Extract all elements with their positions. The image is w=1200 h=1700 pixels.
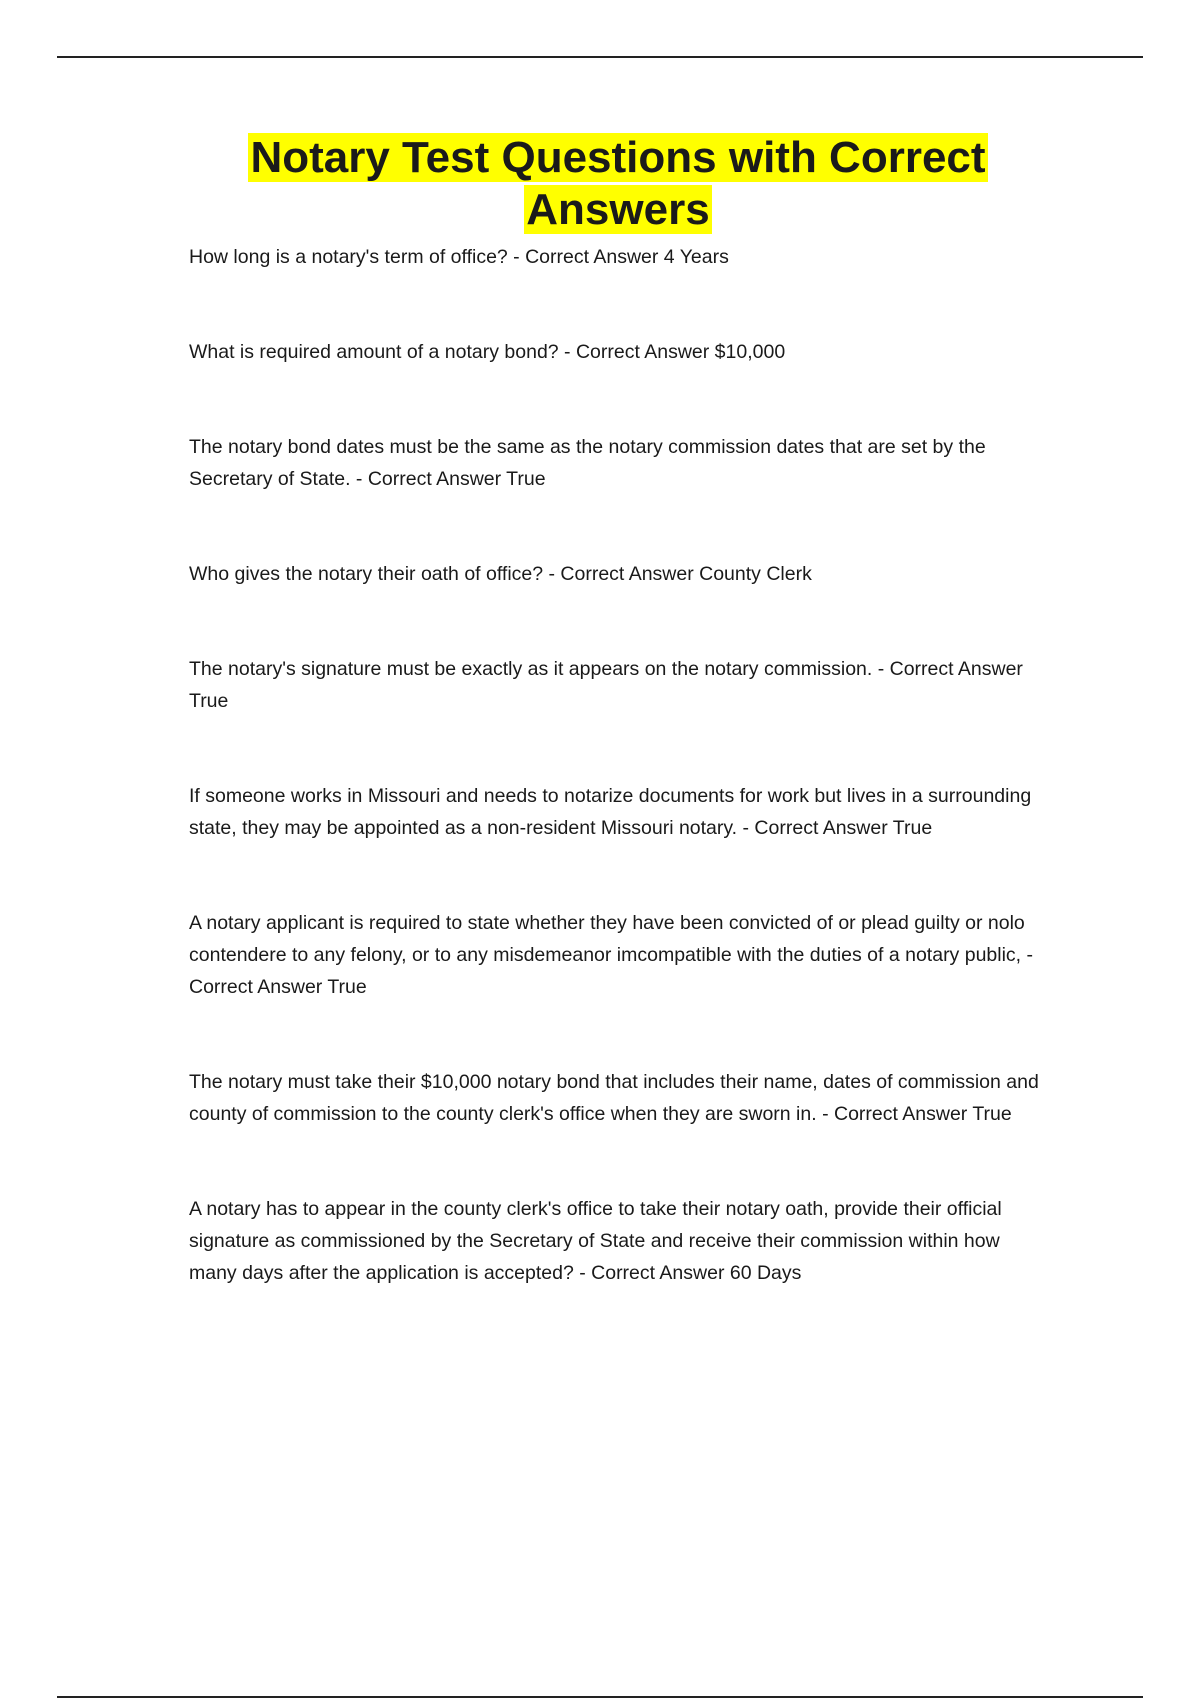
document-title: Notary Test Questions with Correct Answers [250,133,986,234]
question-list [189,241,1049,1352]
question-item-2: What is required amount of a notary bond? - Correct Answer $10,000 [189,341,786,363]
footer-rule [57,1696,1143,1698]
header-rule [57,56,1143,58]
question-item-9: A notary has to appear in the county clerk's office to take their notary oath, provide their official signature as commissioned by the Secretary of State and receive their commission within how many days after the application is accepted? - Correct Answer 60 Days [189,1198,1002,1284]
question-item-3: The notary bond dates must be the same as the notary commission dates that are set by the Secretary of State. - Correct Answer True [189,436,986,490]
title-block [190,132,1046,236]
question-item-8: The notary must take their $10,000 notary bond that includes their name, dates of commission and county of commission to the county clerk's office when they are sworn in. - Correct Answer True [189,1071,1039,1125]
question-item-4: Who gives the notary their oath of office? - Correct Answer County Clerk [189,563,812,585]
question-item-5: The notary's signature must be exactly as it appears on the notary commission. - Correct Answer True [189,658,1023,712]
question-item-6: If someone works in Missouri and needs to notarize documents for work but lives in a surrounding state, they may be appointed as a non-resident Missouri notary. - Correct Answer True [189,785,1032,839]
question-item-1: How long is a notary's term of office? - Correct Answer 4 Years [189,246,729,268]
question-item-7: A notary applicant is required to state whether they have been convicted of or plead guilty or nolo contendere to any felony, or to any misdemeanor imcompatible with the duties of a notary public, - Correct Answer True [189,912,1034,998]
